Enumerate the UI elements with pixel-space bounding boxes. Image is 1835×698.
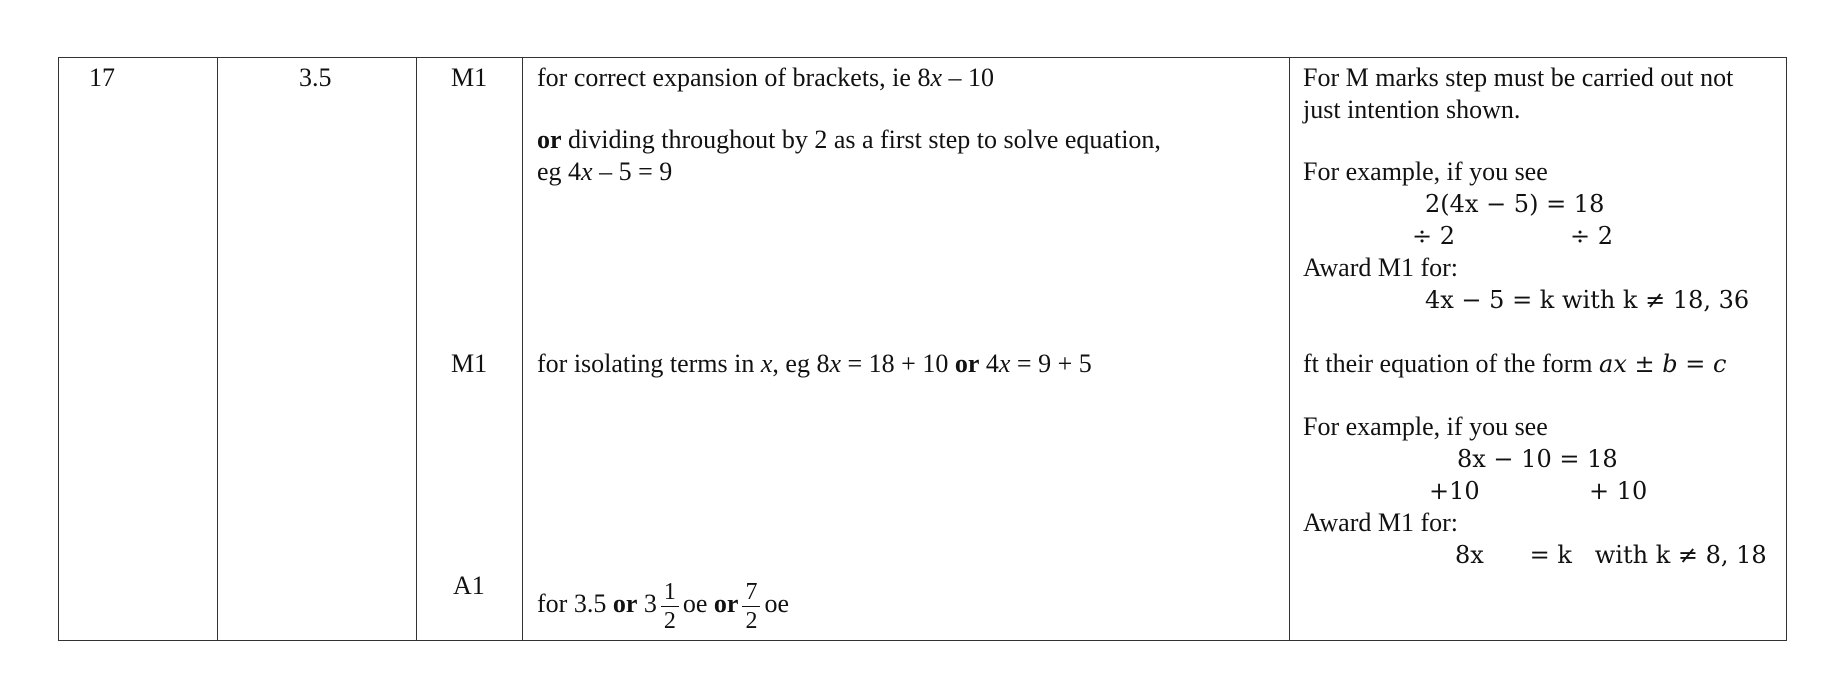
guidance-divide-left: ÷ 2 <box>1412 222 1456 250</box>
column-divider <box>217 58 218 640</box>
mark-scheme-m1a-line2: or dividing throughout by 2 as a first step to solve equation, <box>537 125 1161 154</box>
guidance-equation-1: 2(4x − 5) = 18 <box>1425 190 1605 218</box>
mark-scheme-m1a-line3: eg 4x – 5 = 9 <box>537 157 673 186</box>
fraction-seven-halves: $\frac{7}{2}$ <box>742 578 760 635</box>
guidance-line-3: For example, if you see <box>1303 157 1548 186</box>
guidance-divide-right: ÷ 2 <box>1570 222 1614 250</box>
guidance-line-example-2: For example, if you see <box>1303 412 1548 441</box>
answer-value: 3.5 <box>299 63 332 92</box>
mark-a1: A1 <box>453 571 485 600</box>
column-divider <box>416 58 417 640</box>
mark-scheme-table <box>58 57 1787 641</box>
mark-m1-first: M1 <box>451 63 488 92</box>
mark-scheme-m1b: for isolating terms in x, eg 8x = 18 + 10 or 4x = 9 + 5 <box>537 349 1092 378</box>
guidance-ft-line: ft their equation of the form ax ± b = c <box>1303 349 1727 378</box>
mark-scheme-m1a-line1: for correct expansion of brackets, ie 8x – 10 <box>537 63 994 92</box>
guidance-add-left: +10 <box>1429 477 1480 505</box>
mark-m1-second: M1 <box>451 349 488 378</box>
guidance-award-equation-1: 4x − 5 = k with k ≠ 18, 36 <box>1425 286 1750 314</box>
guidance-line-2: just intention shown. <box>1303 95 1521 124</box>
guidance-award-equation-2: 8x = k with k ≠ 8, 18 <box>1455 541 1767 569</box>
mark-scheme-a1: for 3.5 or 3 $\frac{1}{2}$ oe or $\frac{7}{2}$ oe <box>537 578 790 634</box>
fraction-one-half: $\frac{1}{2}$ <box>661 578 679 635</box>
guidance-add-right: + 10 <box>1589 477 1648 505</box>
guidance-equation-2: 8x − 10 = 18 <box>1457 445 1618 473</box>
guidance-line-award-2: Award M1 for: <box>1303 508 1459 537</box>
guidance-line-award-1: Award M1 for: <box>1303 253 1459 282</box>
column-divider <box>1289 58 1290 640</box>
column-divider <box>522 58 523 640</box>
question-number: 17 <box>89 63 115 92</box>
guidance-line-1: For M marks step must be carried out not <box>1303 63 1734 92</box>
